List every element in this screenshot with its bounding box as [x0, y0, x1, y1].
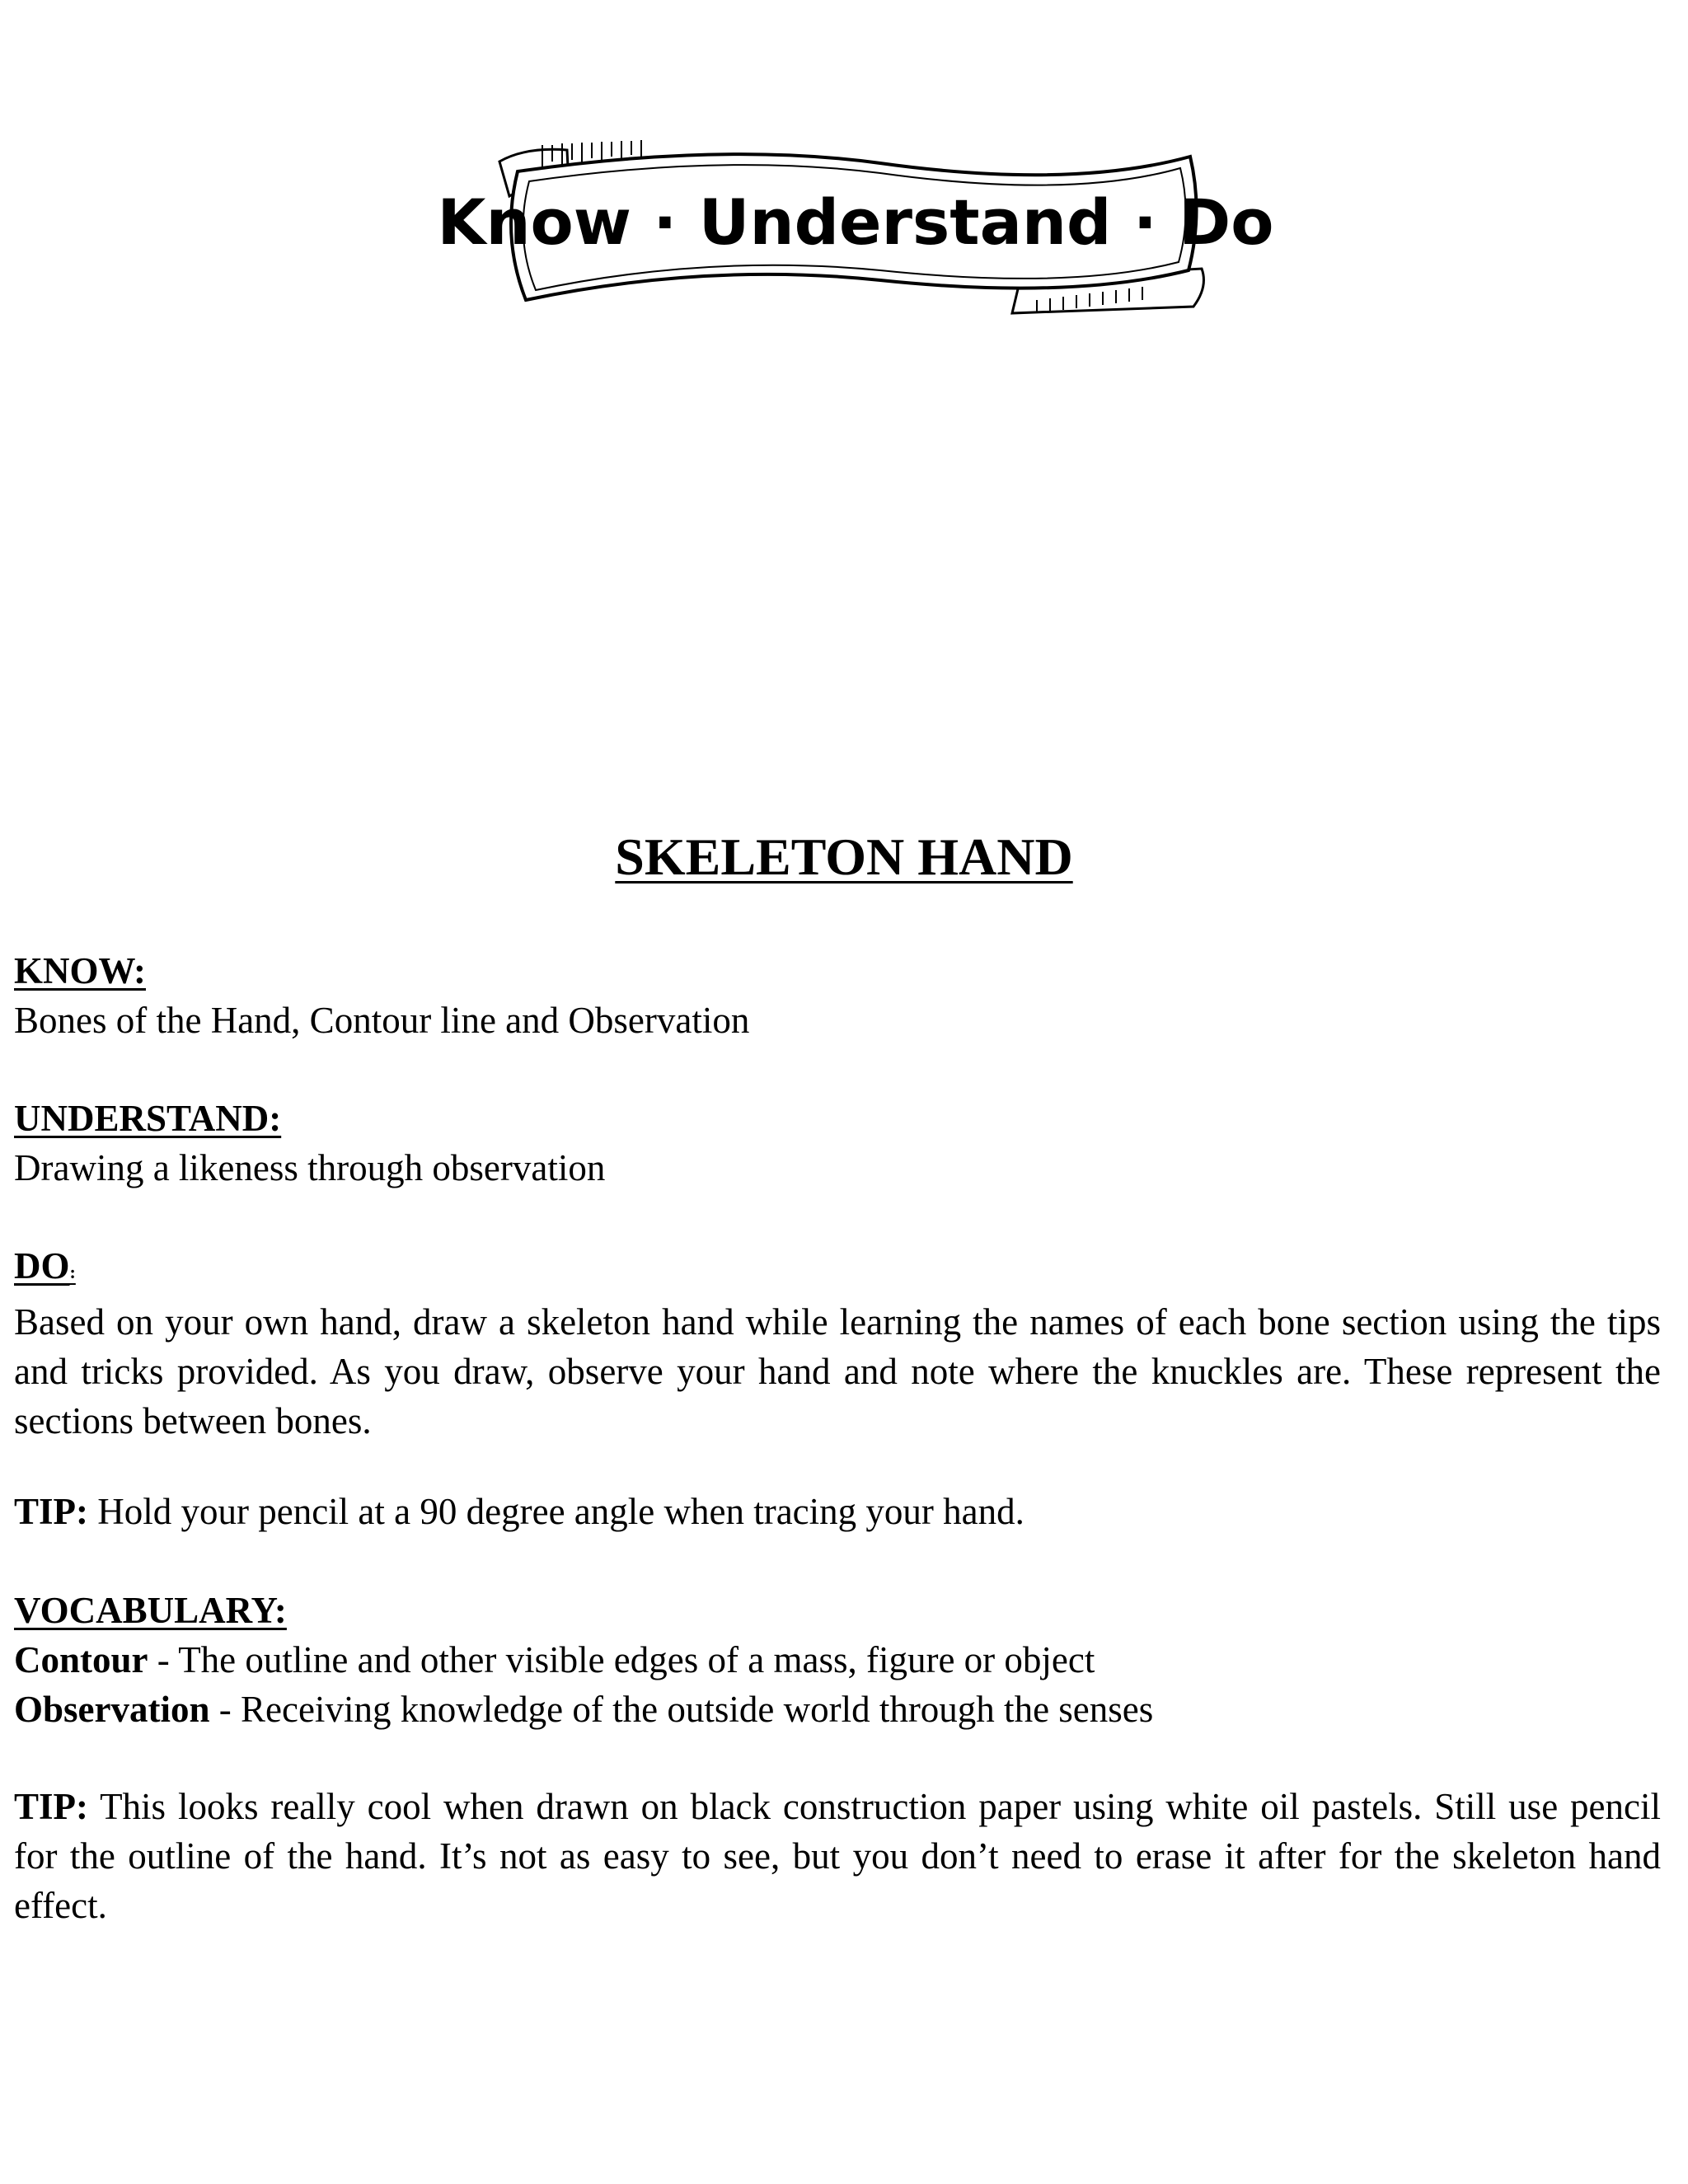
vocabulary-definition: - Receiving knowledge of the outside world through the senses [209, 1689, 1154, 1730]
vocabulary-heading: VOCABULARY: [14, 1590, 287, 1631]
vocabulary-term: Contour [14, 1639, 148, 1680]
tip-text-1: Hold your pencil at a 90 degree angle when tracing your hand. [88, 1491, 1025, 1532]
do-section [14, 1241, 1662, 1446]
tip-section-1 [14, 1487, 1662, 1536]
tip-label-1: TIP: [14, 1491, 88, 1532]
know-section [14, 946, 1662, 1045]
page-title [0, 827, 1688, 886]
ribbon-icon [437, 138, 1274, 321]
do-heading: DO [14, 1245, 70, 1286]
know-text: Bones of the Hand, Contour line and Observation [14, 1000, 750, 1041]
page-title-text: SKELETON HAND [615, 827, 1073, 886]
tip-paragraph-2 [14, 1782, 1661, 1930]
do-text: Based on your own hand, draw a skeleton hand while learning the names of each bone section using the tips and tricks provided. As you draw, observe your hand and note where the knuckles are. These represent the sections between bones. [14, 1301, 1661, 1441]
vocabulary-definition: - The outline and other visible edges of a mass, figure or object [148, 1639, 1095, 1680]
do-heading-colon: : [69, 1262, 76, 1282]
vocabulary-section [14, 1586, 1662, 1734]
tip-label-2: TIP: [14, 1786, 88, 1827]
banner-logo [437, 138, 1274, 321]
tip-section-2 [14, 1782, 1662, 1930]
know-heading: KNOW: [14, 950, 147, 991]
vocabulary-term: Observation [14, 1689, 210, 1730]
vocabulary-item [14, 1685, 1662, 1734]
tip-text-2: This looks really cool when drawn on black construction paper using white oil pastels. Still use pencil for the outline of the hand. It’s not as easy to see, but you don’t need to erase it after for the skeleton hand effect. [14, 1786, 1661, 1926]
understand-text: Drawing a likeness through observation [14, 1147, 606, 1188]
understand-section [14, 1094, 1662, 1193]
understand-heading: UNDERSTAND: [14, 1098, 282, 1139]
banner-text: Know · Understand · Do [437, 185, 1274, 259]
vocabulary-item [14, 1635, 1662, 1685]
